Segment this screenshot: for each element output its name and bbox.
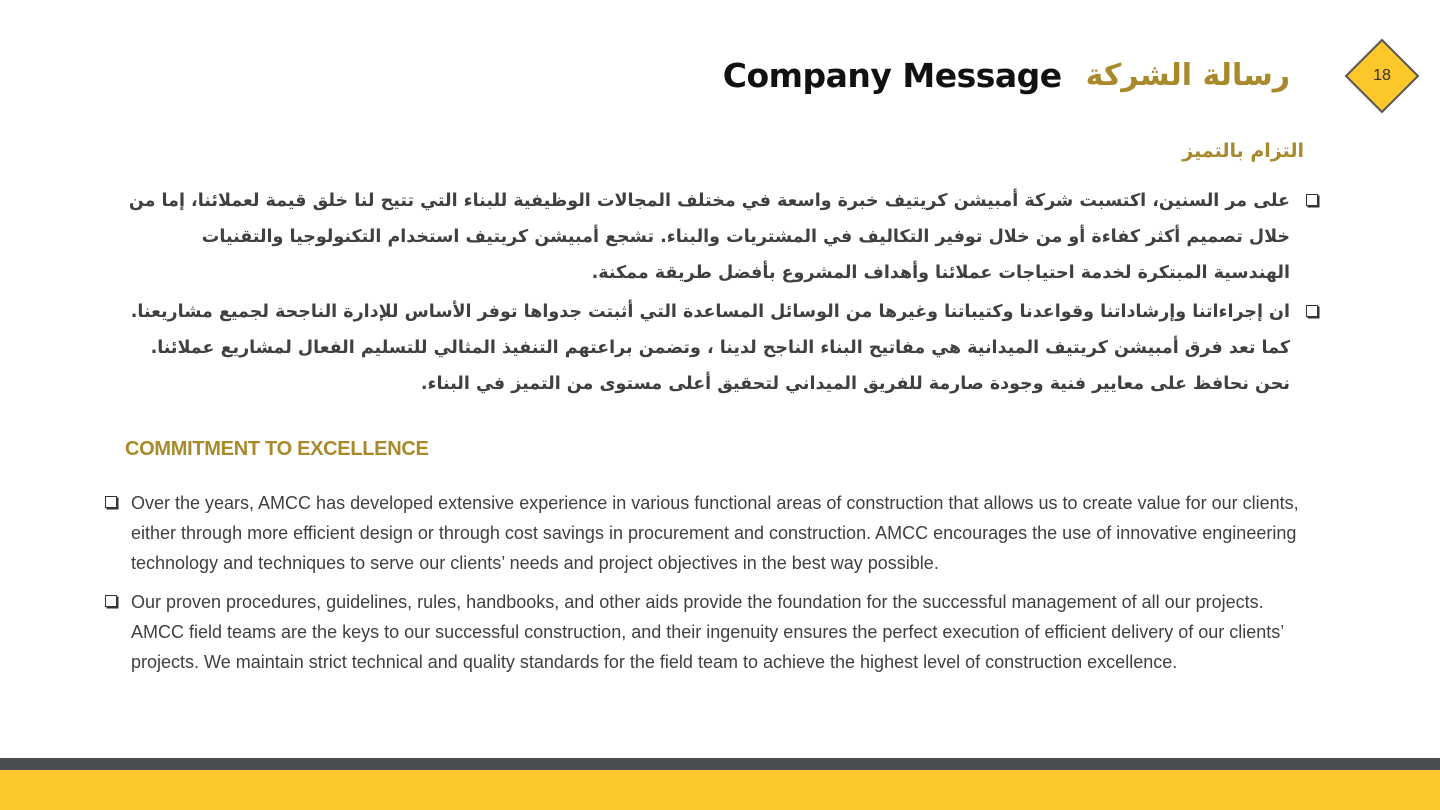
english-bullet-text: Over the years, AMCC has developed extensive experience in various functional areas of construction that allows us to create value for our clients, either through more efficient design or through cost savings in procurement and construction. AMCC encourages the use of innovative engineering technology and techniques to serve our clients’ needs and project objectives in the best way possible. [131, 493, 1299, 573]
footer-dark-stripe [0, 758, 1440, 770]
page-title-english: Company Message [722, 56, 1062, 95]
list-item [121, 294, 1306, 402]
english-section-heading: COMMITMENT TO EXCELLENCE [125, 438, 429, 460]
checkbox-bullet-icon [105, 496, 117, 508]
page-number: 18 [1373, 67, 1391, 84]
checkbox-bullet-icon [105, 595, 117, 607]
arabic-bullet-list [121, 183, 1306, 405]
list-item [121, 183, 1306, 291]
arabic-section-heading: التزام بالتميز [1182, 140, 1304, 162]
checkbox-bullet-icon [1306, 194, 1318, 206]
english-bullet-text: Our proven procedures, guidelines, rules, handbooks, and other aids provide the foundation for the successful management of all our projects. AMCC field teams are the keys to our successful construction, and their ingenuity ensures the perfect execution of efficient delivery of our clients’ projects. We maintain strict technical and quality standards for the field team to achieve the highest level of construction excellence. [131, 592, 1284, 672]
page-header [723, 56, 1290, 95]
page-title-arabic: رسالة الشركة [1085, 58, 1290, 93]
english-bullet-list [104, 488, 1304, 686]
arabic-bullet-text: على مر السنين، اكتسبت شركة أمبيشن كريتيف خبرة واسعة في مختلف المجالات الوظيفية للبناء التي تتيح لنا خلق قيمة لعملائنا، إما من خلال تصميم أكثر كفاءة أو من خلال توفير التكاليف في المشتريات والبناء. تشجع أمبيشن كريتيف استخدام التكنولوجيا والتقنيات الهندسية المبتكرة لخدمة احتياجات عملائنا وأهداف المشروع بأفضل طريقة ممكنة. [128, 191, 1290, 283]
list-item [104, 488, 1304, 578]
checkbox-bullet-icon [1306, 305, 1318, 317]
list-item [104, 587, 1304, 677]
arabic-bullet-text: ان إجراءاتنا وإرشاداتنا وقواعدنا وكتيباتنا وغيرها من الوسائل المساعدة التي أثبتت جدواها توفر الأساس للإدارة الناجحة لجميع مشاريعنا. كما تعد فرق أمبيشن كريتيف الميدانية هي مفاتيح البناء الناجح لدينا ، وتضمن براعتهم التنفيذ المثالي للتسليم الفعال لمشاريع عملائنا. نحن نحافظ على معايير فنية وجودة صارمة للفريق الميداني لتحقيق أعلى مستوى من التميز في البناء. [130, 302, 1290, 394]
page-number-badge [1344, 38, 1420, 114]
footer-yellow-band [0, 770, 1440, 810]
